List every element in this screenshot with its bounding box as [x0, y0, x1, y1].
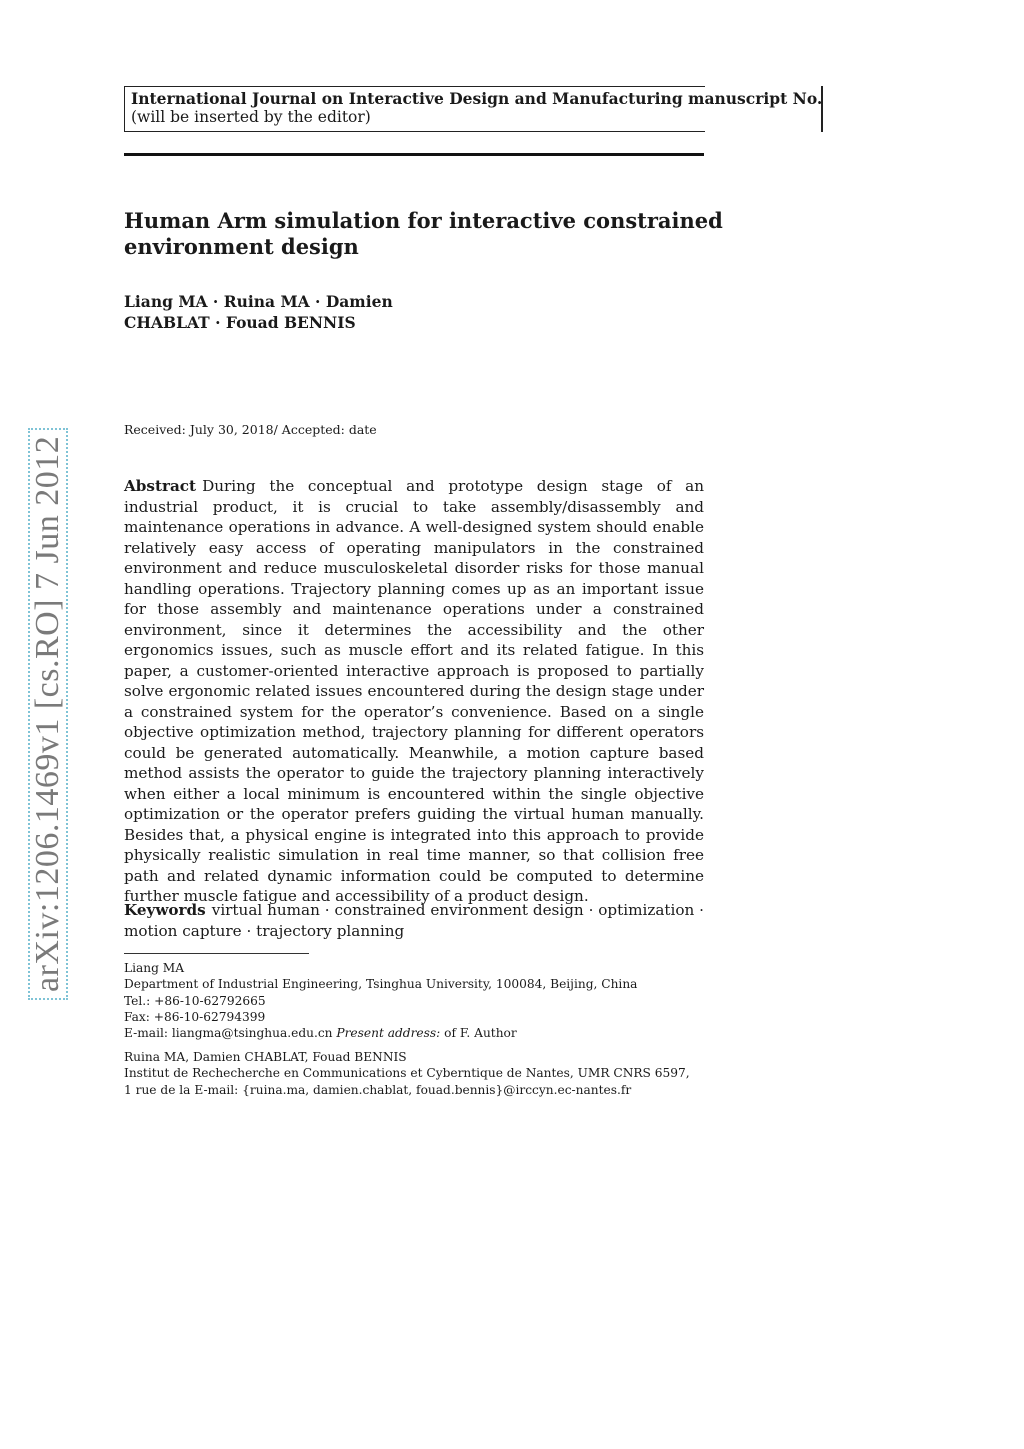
footnote-present-label: Present address:: [336, 1026, 441, 1041]
footnote-rule: [124, 953, 309, 954]
footnote-coauthors: [124, 1049, 724, 1098]
footnote-address-email: 1 rue de la E-mail: {ruina.ma, damien.chablat, fouad.bennis}@irccyn.ec-nantes.fr: [124, 1082, 632, 1097]
keywords-label: Keywords: [124, 901, 206, 919]
paper-title: [124, 208, 724, 260]
footnote-email: E-mail: liangma@tsinghua.edu.cn: [124, 1026, 333, 1041]
keywords-text: virtual human · constrained environment design · optimization · motion capture · trajectory planning: [124, 901, 704, 940]
editor-note: (will be inserted by the editor): [131, 108, 371, 126]
footnote-present-value: of F. Author: [444, 1026, 517, 1041]
paper-title-line-1: Human Arm simulation for interactive constrained: [124, 208, 723, 233]
footnote-fax: Fax: +86-10-62794399: [124, 1009, 266, 1024]
paper-title-line-2: environment design: [124, 234, 359, 259]
arxiv-identifier-stamp: arXiv:1206.1469v1 [cs.RO] 7 Jun 2012: [28, 428, 68, 1000]
keywords: [124, 900, 704, 941]
footnote-tel: Tel.: +86-10-62792665: [124, 993, 266, 1008]
footnote-affiliation: Department of Industrial Engineering, Tsinghua University, 100084, Beijing, China: [124, 977, 638, 992]
footnote-author-name: Liang MA: [124, 961, 185, 975]
footnote-first-author: [124, 960, 724, 1041]
received-date: Received: July 30, 2018/ Accepted: date: [124, 422, 377, 437]
author-line-2: CHABLAT · Fouad BENNIS: [124, 313, 356, 332]
footnote-institute: Institut de Rechecherche en Communications et Cyberntique de Nantes, UMR CNRS 6597,: [124, 1066, 690, 1081]
abstract: [124, 476, 704, 907]
header-rule: [124, 153, 704, 156]
abstract-label: Abstract: [124, 477, 197, 495]
author-list: [124, 291, 464, 333]
author-line-1: Liang MA · Ruina MA · Damien: [124, 292, 393, 311]
footnote-email-line: [124, 1025, 724, 1041]
abstract-text: During the conceptual and prototype design stage of an industrial product, it is crucial to take assembly/disassembly and maintenance operations in advance. A well-designed system should enable relatively easy access of operating manipulators in the constrained environment and reduce musculoskeletal disorder risks for those manual handling operations. Trajectory planning comes up as an important issue for those assembly and maintenance operations under a constrained environment, since it determines the accessibility and the other ergonomics issues, such as muscle effort and its related fatigue. In this paper, a customer-oriented interactive approach is proposed to partially solve ergonomic related issues encountered during the design stage under a constrained system for the operator’s convenience. Based on a single objective optimization method, trajectory planning for different operators could be generated automatically. Meanwhile, a motion capture based method assists the operator to guide the trajectory planning interactively when either a local minimum is encountered within the single objective optimization or the operator prefers guiding the virtual human manually. Besides that, a physical engine is integrated into this approach to provide physically realistic simulation in real time manner, so that collision free path and related dynamic information could be computed to determine further muscle fatigue and accessibility of a product design.: [124, 477, 704, 905]
footnote-coauthor-names: Ruina MA, Damien CHABLAT, Fouad BENNIS: [124, 1050, 407, 1064]
journal-name: International Journal on Interactive Design and Manufacturing manuscript No.: [131, 89, 823, 108]
